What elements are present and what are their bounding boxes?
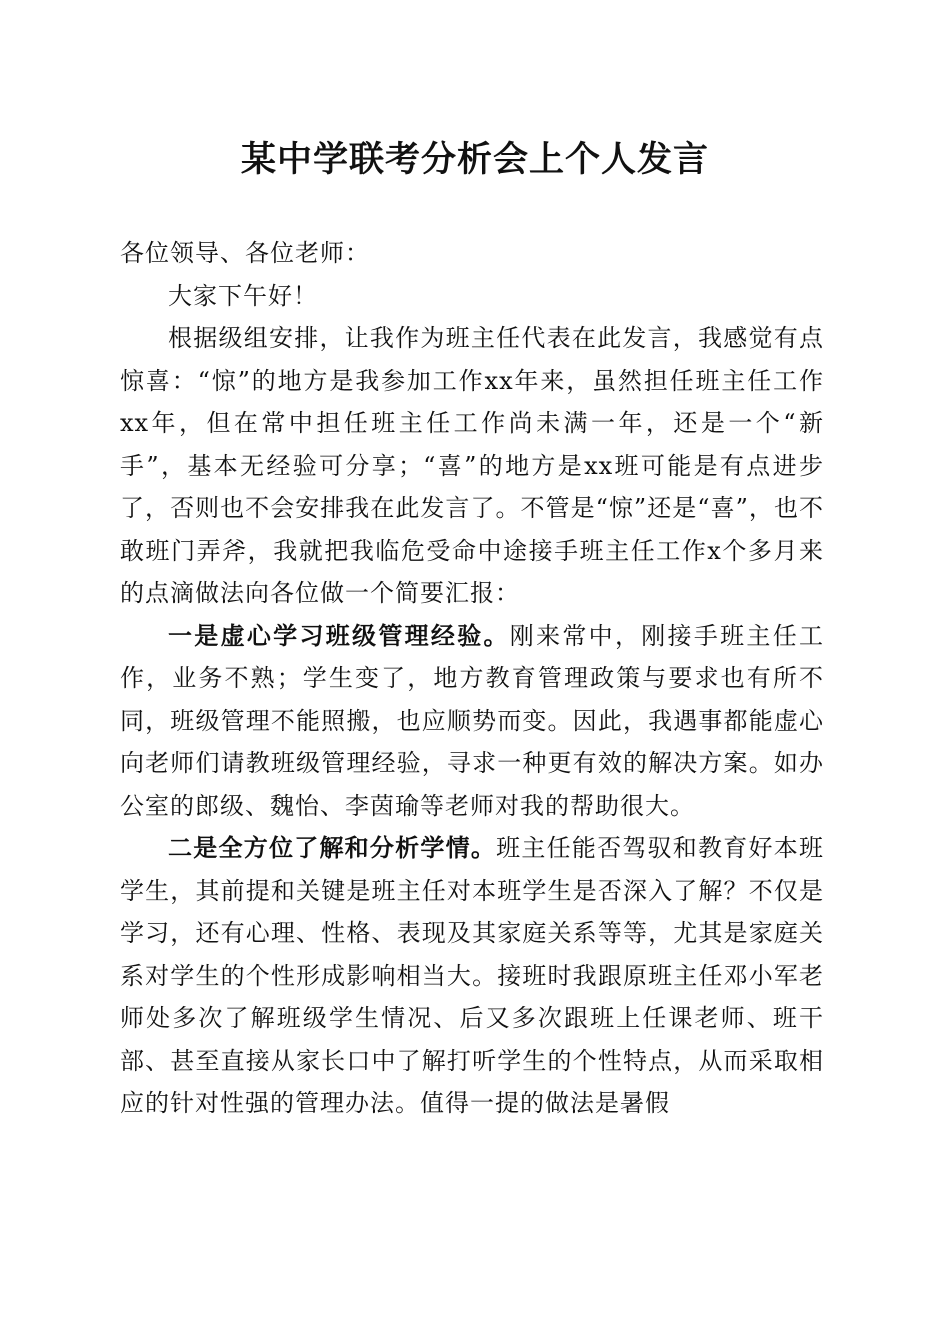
document-body — [120, 232, 824, 1125]
point-2-text: 班主任能否驾驭和教育好本班学生，其前提和关键是班主任对本班学生是否深入了解？不仅是学习，还有心理、性格、表现及其家庭关系等等，尤其是家庭关系对学生的个性形成影响相当大。接班时我跟原班主任邓小军老师处多次了解班级学生情况、后又多次跟班上任课老师、班干部、甚至直接从家长口中了解打听学生的个性特点，从而采取相应的针对性强的管理办法。值得一提的做法是暑假 — [120, 834, 825, 1117]
point-1-heading: 一是虚心学习班级管理经验。 — [168, 620, 510, 650]
point-2-paragraph — [120, 827, 824, 1125]
intro-paragraph: 根据级组安排，让我作为班主任代表在此发言，我感觉有点惊喜：“惊”的地方是我参加工作xx年来，虽然担任班主任工作xx年，但在常中担任班主任工作尚未满一年，还是一个“新手”，基本无经验可分享；“喜”的地方是xx班可能是有点进步了，否则也不会安排我在此发言了。不管是“惊”还是“喜”，也不敢班门弄斧，我就把我临危受命中途接手班主任工作x个多月来的点滴做法向各位做一个简要汇报： — [120, 324, 824, 607]
point-2-heading: 二是全方位了解和分析学情。 — [168, 833, 497, 862]
greeting: 大家下午好！ — [168, 281, 318, 310]
point-1-text: 刚来常中，刚接手班主任工作，业务不熟；学生变了，地方教育管理政策与要求也有所不同，班级管理不能照搬，也应顺势而变。因此，我遇事都能虚心向老师们请教班级管理经验，寻求一种更有效的解决方案。如办公室的郎级、魏怡、李茵瑜等老师对我的帮助很大。 — [120, 621, 825, 820]
point-1-paragraph — [120, 615, 824, 828]
document-title: 某中学联考分析会上个人发言 — [240, 139, 709, 180]
salutation: 各位领导、各位老师： — [120, 239, 370, 267]
